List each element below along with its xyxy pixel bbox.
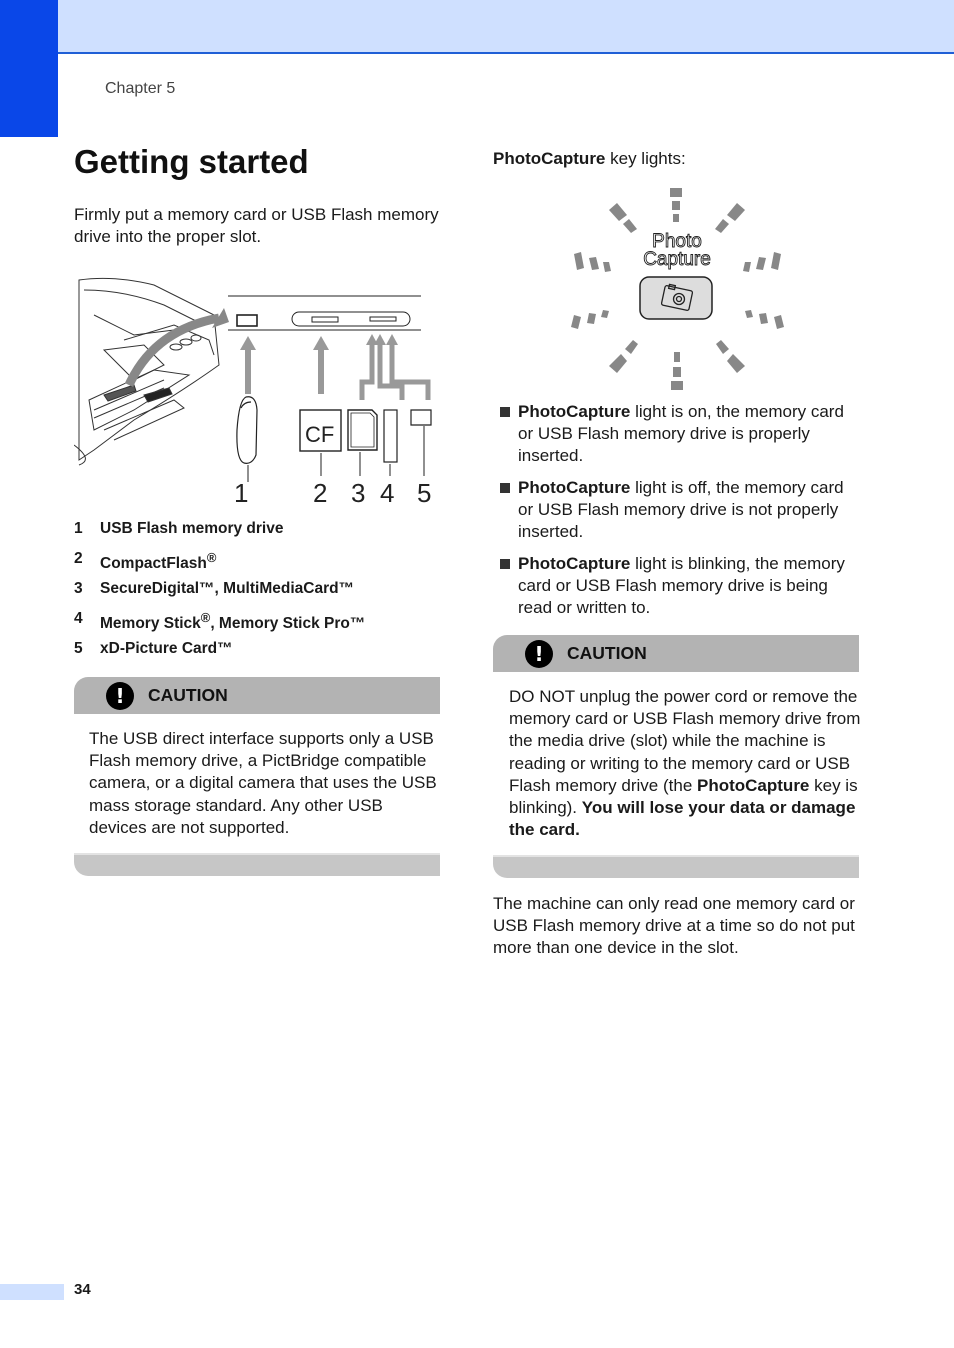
photocapture-label-line2: Capture bbox=[643, 249, 711, 270]
slot-number-1: 1 bbox=[234, 478, 249, 508]
caution-footer-left bbox=[74, 853, 440, 876]
bullet-square-icon bbox=[500, 407, 510, 417]
page-number: 34 bbox=[74, 1281, 91, 1298]
single-device-note: The machine can only read one memory card or USB Flash memory drive at a time so do not put more than one device in the slot. bbox=[493, 894, 855, 958]
photocapture-heading: PhotoCapture key lights: bbox=[493, 149, 686, 168]
caution-footer-right bbox=[493, 855, 859, 878]
chapter-label: Chapter 5 bbox=[105, 80, 176, 97]
photocapture-key bbox=[640, 277, 712, 319]
legend-item: 2 CompactFlash® bbox=[74, 550, 217, 573]
photocapture-key-illustration bbox=[565, 182, 790, 402]
slot-legend bbox=[74, 520, 454, 670]
legend-item: 5 xD-Picture Card™ bbox=[74, 640, 233, 657]
header-bar bbox=[0, 0, 954, 54]
slot-number-3: 3 bbox=[351, 478, 366, 508]
list-item: PhotoCapture light is off, the memory card or USB Flash memory drive is not properly inserted. bbox=[500, 477, 860, 543]
page-number-bar bbox=[0, 1284, 64, 1300]
chapter-tab bbox=[0, 0, 58, 137]
list-item: PhotoCapture light is blinking, the memory card or USB Flash memory drive is being read or written to. bbox=[500, 553, 860, 619]
caution-header-right: ! CAUTION bbox=[493, 635, 859, 672]
caution-body-left: The USB direct interface supports only a USB Flash memory drive, a PictBridge compatible camera, or a digital camera that uses the USB mass storage standard. Any other USB devices are not supported. bbox=[89, 729, 437, 837]
exclamation-icon: ! bbox=[525, 640, 553, 668]
caution-body-right: DO NOT unplug the power cord or remove the memory card or USB Flash memory drive from the media drive (slot) while the machine is reading or writing to the memory card or USB Flash memory drive (the PhotoCapture key is blinking). You will lose your data or damage the card. bbox=[509, 687, 861, 840]
media-slot-illustration bbox=[74, 270, 444, 515]
cf-mark: CF bbox=[305, 422, 335, 447]
slot-number-2: 2 bbox=[313, 478, 328, 508]
intro-text: Firmly put a memory card or USB Flash memory drive into the proper slot. bbox=[74, 205, 439, 246]
bullet-square-icon bbox=[500, 483, 510, 493]
list-item: PhotoCapture light is on, the memory card or USB Flash memory drive is properly inserted. bbox=[500, 401, 860, 467]
photocapture-status-list bbox=[500, 401, 860, 629]
legend-item: 1 USB Flash memory drive bbox=[74, 520, 284, 537]
exclamation-icon: ! bbox=[106, 682, 134, 710]
slot-number-5: 5 bbox=[417, 478, 432, 508]
legend-item: 3 SecureDigital™, MultiMediaCard™ bbox=[74, 580, 355, 597]
media-slot-figure bbox=[74, 270, 444, 520]
legend-item: 4 Memory Stick®, Memory Stick Pro™ bbox=[74, 610, 366, 633]
bullet-square-icon bbox=[500, 559, 510, 569]
caution-header-left: ! CAUTION bbox=[74, 677, 440, 714]
page-title: Getting started bbox=[74, 143, 309, 180]
slot-number-4: 4 bbox=[380, 478, 395, 508]
photocapture-label-line1: Photo bbox=[652, 231, 702, 252]
